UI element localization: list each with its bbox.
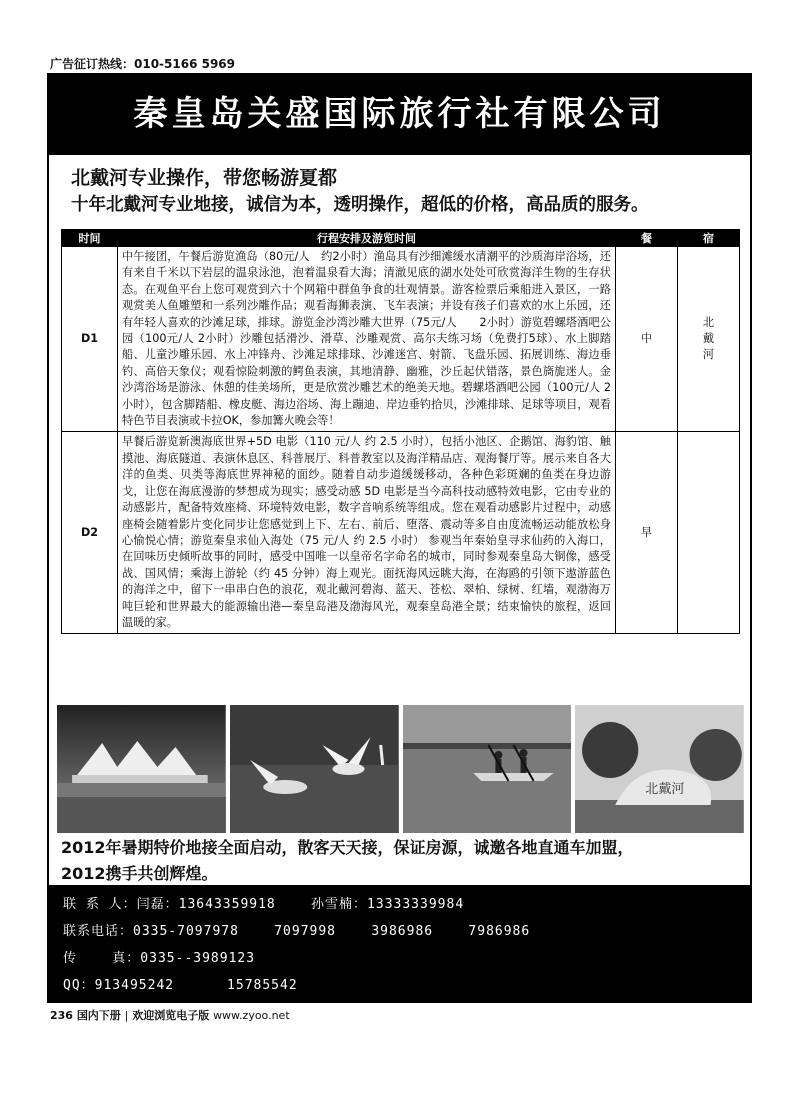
table-row-day2 <box>62 432 740 634</box>
photo-white-tent-pavilion <box>57 705 226 833</box>
stay-cell <box>678 247 740 432</box>
ad-page <box>47 73 752 1003</box>
header-meal: 餐 <box>616 230 678 247</box>
page-footer <box>50 1007 290 1023</box>
promo-line2: 2012携手共创辉煌。 <box>61 864 218 883</box>
day-description: 早餐后游览新澳海底世界+5D 电影（110 元/人 约 2.5 小时），包括小池区、企鹅馆、海豹馆、触摸池、海底隧道、表演休息区、科普展厅、科普教室以及海洋精品店、观海餐厅等。展示来自各大洋的鱼类、贝类等海底世界神秘的面纱。随着自动步道缓缓移动，各种色彩斑斓的鱼类在身边游戈，让您在海底漫游的梦想成为现实；感受动感 5D 电影是当今高科技动感特效电影，它由专业的动感影片，配备特效座椅、环境特效电影，数字音响系统等组成。您在观看动感影片过程中，动感座椅会随着影片变化同步让您感觉到上下、左右、前后、堕落、震动等多自由度流畅运动能放松身心愉悦心情；游览秦皇求仙入海处（75 元/人 约 2.5 小时） 参观当年秦始皇寻求仙药的入海口，在回味历史倾听故事的同时，感受中国唯一以皇帝名字命名的城市，同时参观秦皇岛大铜像，感受战、国风情；乘海上游轮（约 45 分钟）海上观光。面抚海风远眺大海，在海鸥的引领下遨游蓝色的海洋之中，留下一串串白色的浪花，观北戴河碧海、蓝天、苍松、翠柏、绿树、红墙，观渤海万吨巨轮和世界最大的能源输出港—秦皇岛港及渤海风光，观秦皇岛港全景；结束愉快的旅程，返回温暖的家。 <box>118 432 616 634</box>
ad-hotline: 广告征订热线：010-5166 5969 <box>50 57 236 71</box>
header-stay: 宿 <box>678 230 740 247</box>
contact-qq: QQ：913495242 15785542 <box>63 978 298 993</box>
contact-fax: 传 真：0335--3989123 <box>63 951 256 966</box>
table-row-day1 <box>62 247 740 432</box>
itinerary-table <box>61 229 740 634</box>
contact-phones: 联系电话：0335-7097978 7097998 3986986 7986986 <box>63 924 531 939</box>
section-label: 国内下册 <box>76 1009 121 1022</box>
meal-cell: 早 <box>616 432 678 634</box>
table-header-row <box>62 230 740 247</box>
photo-strip <box>57 705 744 833</box>
page-number: 236 <box>50 1009 73 1022</box>
day-label: D2 <box>62 432 118 634</box>
day-description: 中午接团，午餐后游览渔岛（80元/人 约2小时）渔岛具有沙细滩缓水清潮平的沙质海岸浴场，还有来自千米以下岩层的温泉泳池，泡着温泉看大海；清澈见底的湖水处处可欣赏海洋生物的生存状态。在观鱼平台上您可观赏到六十个网箱中群鱼争食的壮观情景。游客检票后乘船进入景区，一路观赏美人鱼雕塑和一系列沙雕作品；观看海狮表演、飞车表演；并设有孩子们喜欢的水上乐园，还有年轻人喜欢的沙滩足球，排球。游览金沙湾沙雕大世界（75元/人 2小时）游览碧螺塔酒吧公园（100元/人 2小时）沙雕包括滑沙、滑草、沙雕观赏、高尔夫练习场（免费打5球）、水上脚踏船、儿童沙雕乐园、水上冲锋舟、沙滩足球排球、沙滩迷宫、射箭、飞盘乐园、拓展训练、海边垂钓、高倍天象仪；观看惊险刺激的鳄鱼表演，其地清静、幽雅，沙丘起伏错落，景色旖旎迷人。金沙湾浴场是游泳、休憩的佳美场所，更是欣赏沙雕艺术的绝美天地。碧螺塔酒吧公园（100元/人 2小时），包含脚踏船、橡皮艇、海边浴场、海上蹦迪、岸边垂钓拾贝，沙滩排球、足球等项目，观看特色节目表演或卡拉OK，参加篝火晚会等！ <box>118 247 616 432</box>
slogan-secondary: 十年北戴河专业地接，诚信为本，透明操作，超低的价格，高品质的服务。 <box>71 195 649 215</box>
header-time: 时间 <box>62 230 118 247</box>
header-itinerary: 行程安排及游览时间 <box>118 230 616 247</box>
contact-persons: 联 系 人：闫磊：13643359918 孙雪楠：13333339984 <box>63 897 465 912</box>
stone-inscription: 北戴河 <box>645 782 685 797</box>
day-label: D1 <box>62 247 118 432</box>
stay-text: 北戴河 <box>702 315 715 362</box>
photo-carved-stone <box>575 705 744 833</box>
footer-slogan: 欢迎浏览电子版 <box>132 1009 210 1022</box>
meal-cell: 中 <box>616 247 678 432</box>
promotion-text <box>61 835 741 887</box>
stay-cell <box>678 432 740 634</box>
company-title: 秦皇岛关盛国际旅行社有限公司 <box>49 75 750 155</box>
slogan-primary: 北戴河专业操作，带您畅游夏都 <box>71 167 338 189</box>
contact-box <box>49 885 750 1001</box>
footer-url[interactable]: www.zyoo.net <box>213 1009 290 1022</box>
promo-line1: 2012年暑期特价地接全面启动，散客天天接，保证房源，诚邀各地直通车加盟， <box>61 838 634 857</box>
photo-canoe-rowers <box>403 705 572 833</box>
photo-swans-on-water <box>230 705 399 833</box>
footer-separator: | <box>124 1009 129 1022</box>
